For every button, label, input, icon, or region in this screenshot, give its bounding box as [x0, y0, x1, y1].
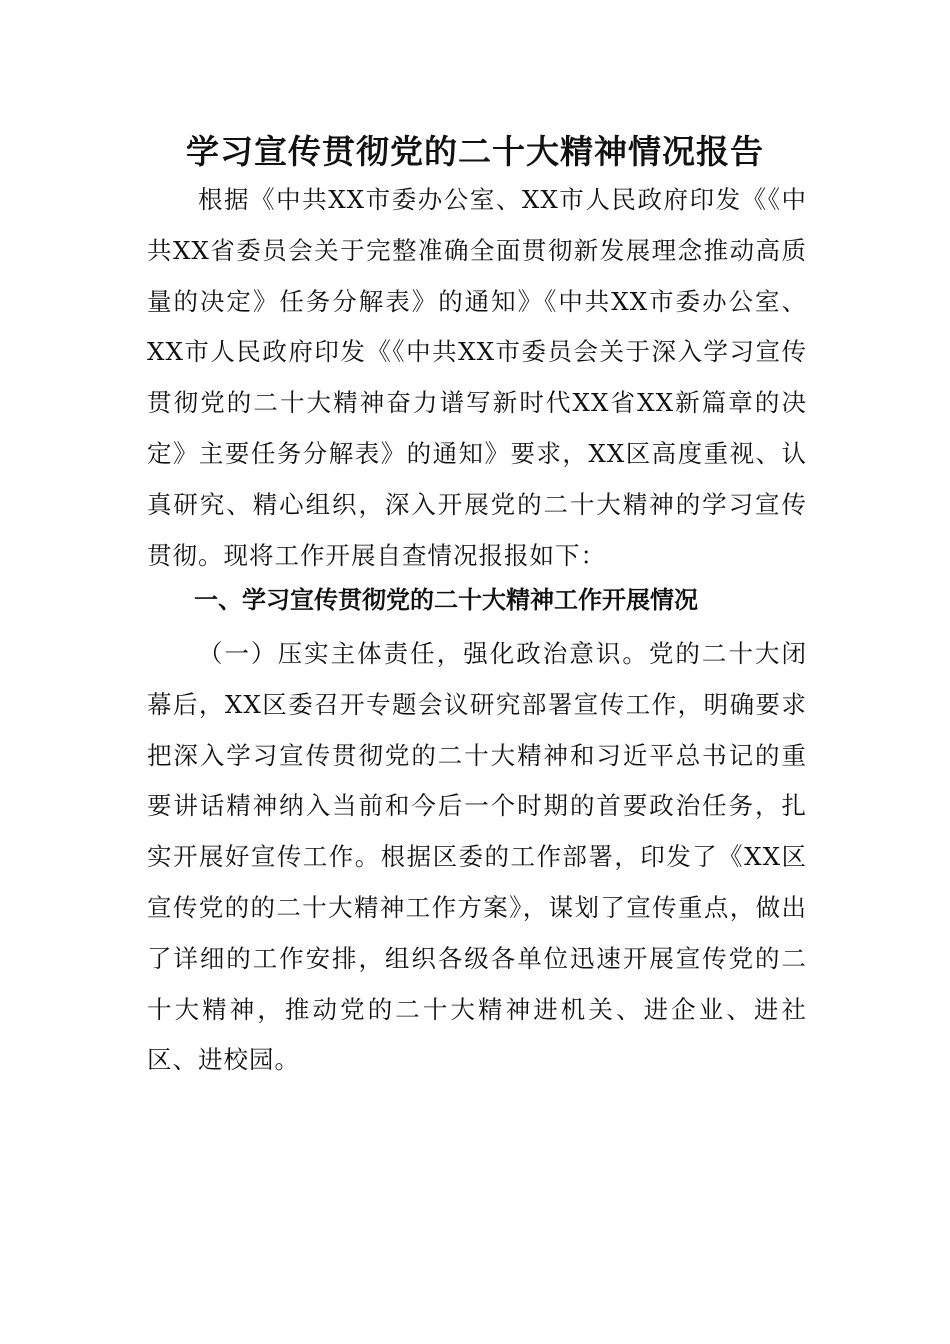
section-paragraph: （一）压实主体责任，强化政治意识。党的二十大闭幕后，XX区委召开专题会议研究部署宣传工作，明确要求把深入学习宣传贯彻党的二十大精神和习近平总书记的重要讲话精神纳入当前和今后一个时期的首要政治任务，扎实开展好宣传工作。根据区委的工作部署，印发了《XX区宣传党的的二十大精神工作方案》，谋划了宣传重点，做出了详细的工作安排，组织各级各单位迅速开展宣传党的二十大精神，推动党的二十大精神进机关、进企业、进社区、进校园。	[147, 639, 807, 1075]
intro-paragraph: 根据《中共XX市委办公室、XX市人民政府印发《《中共XX省委员会关于完整准确全面贯彻新发展理念推动高质量的决定》任务分解表》的通知》《中共XX市委办公室、XX市人民政府印发《《中共XX市委员会关于深入学习宣传贯彻党的二十大精神奋力谱写新时代XX省XX新篇章的决定》主要任务分解表》的通知》要求，XX区高度重视、认真研究、精心组织，深入开展党的二十大精神的学习宣传贯彻。现将工作开展自查情况报报如下：	[147, 185, 807, 570]
section-heading: 一、学习宣传贯彻党的二十大精神工作开展情况	[194, 586, 698, 614]
document-title: 学习宣传贯彻党的二十大精神情况报告	[186, 132, 764, 171]
